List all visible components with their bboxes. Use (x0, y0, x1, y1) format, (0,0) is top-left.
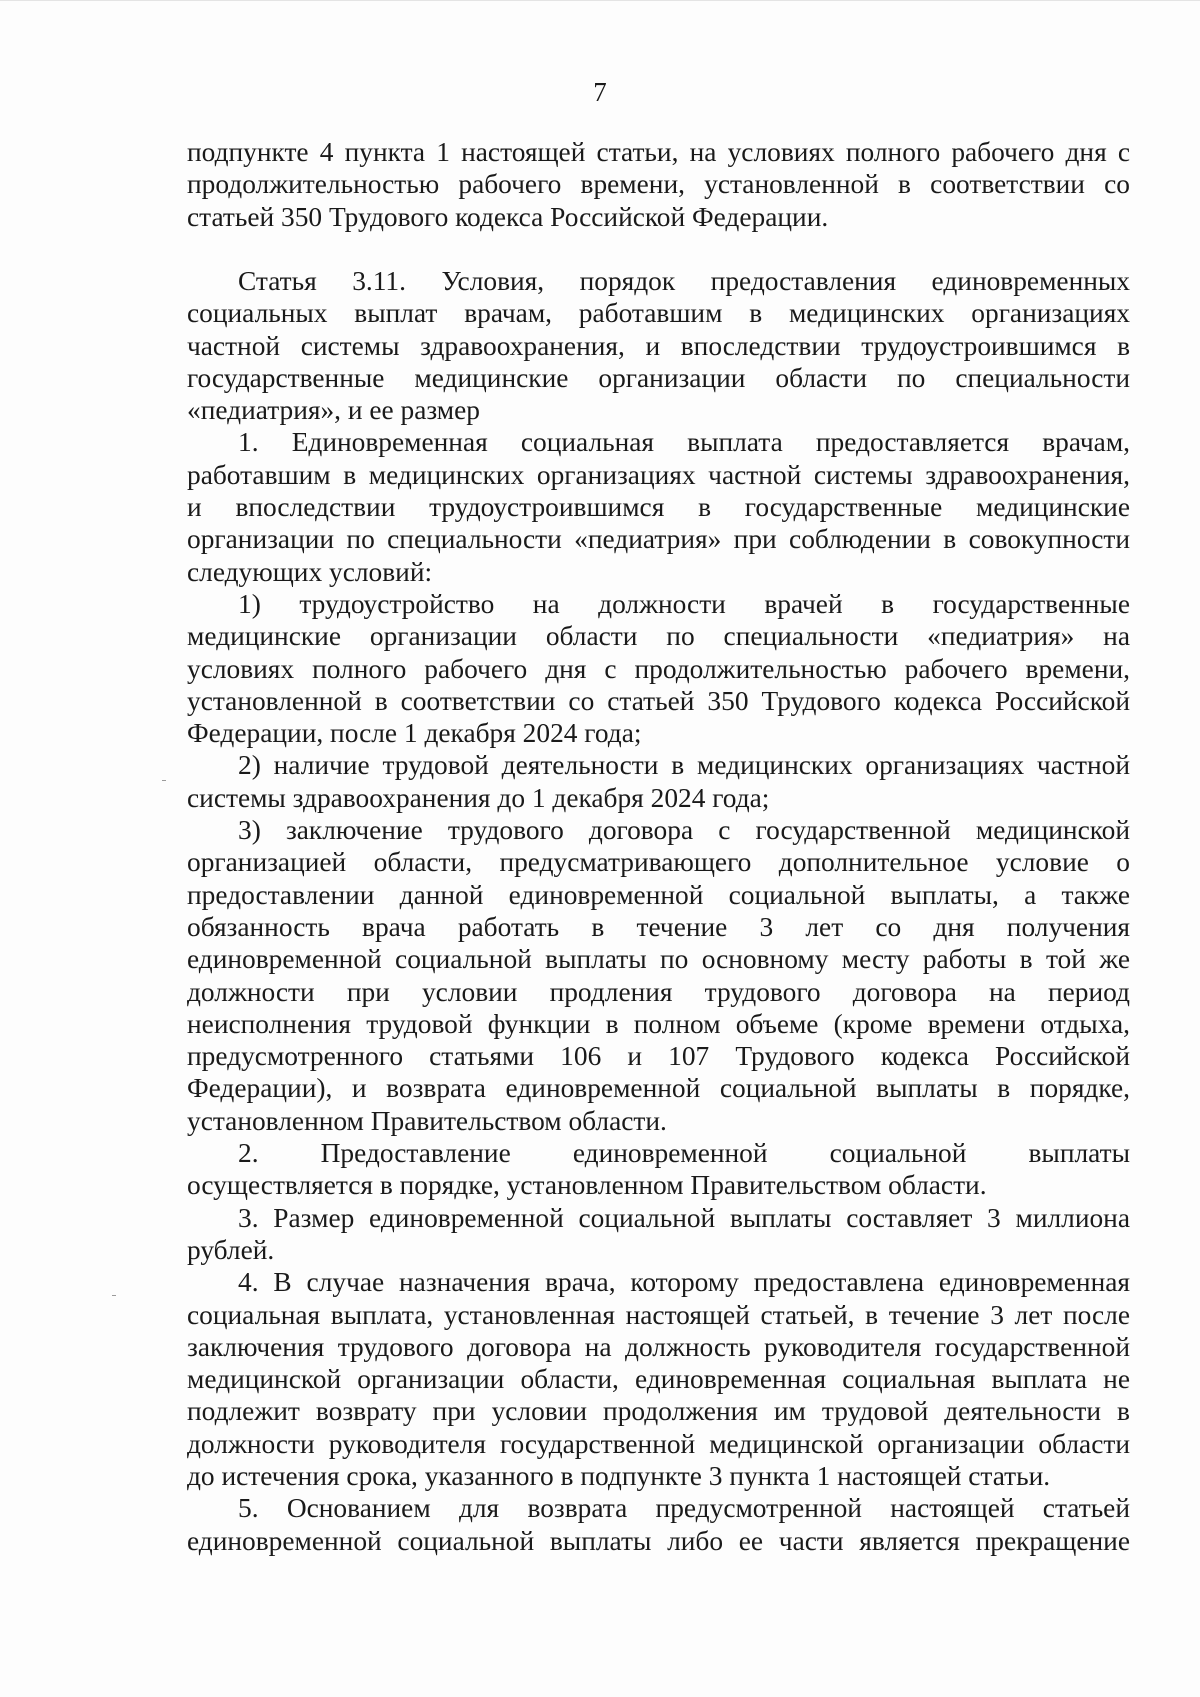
text-line: медицинские организации области по специальности «педиатрия» на (187, 621, 1130, 652)
text-line: Федерации), и возврата единовременной социальной выплаты в порядке, (187, 1073, 1130, 1104)
text-line: Федерации, после 1 декабря 2024 года; (187, 718, 642, 749)
text-line: 3) заключение трудового договора с государственной медицинской (238, 815, 1130, 846)
article-heading-line: частной системы здравоохранения, и впоследствии трудоустроившимся в (187, 330, 1130, 361)
text-line: неисполнения трудовой функции в полном объеме (кроме времени отдыха, (187, 1008, 1130, 1039)
text-line: системы здравоохранения до 1 декабря 2024 года; (187, 782, 770, 813)
text-line: обязанность врача работать в течение 3 лет со дня получения (187, 911, 1130, 942)
text-line: до истечения срока, указанного в подпункте 3 пункта 1 настоящей статьи. (187, 1460, 1051, 1491)
text-line: организации по специальности «педиатрия» при соблюдении в совокупности (187, 524, 1130, 555)
text-line: работавшим в медицинских организациях частной системы здравоохранения, (187, 459, 1130, 490)
text-line: рублей. (187, 1234, 275, 1265)
page-number: 7 (593, 77, 607, 107)
text-line: 2) наличие трудовой деятельности в медицинских организациях частной (238, 750, 1130, 781)
text-line: установленном Правительством области. (187, 1105, 667, 1136)
text-line: подлежит возврату при условии продолжения им трудовой деятельности в (187, 1396, 1130, 1427)
text-line: 4. В случае назначения врача, которому предоставлена единовременная (238, 1267, 1130, 1298)
text-line: осуществляется в порядке, установленном Правительством области. (187, 1170, 987, 1201)
text-line: медицинской организации области, единовременная социальная выплата не (187, 1364, 1130, 1395)
text-line: и впоследствии трудоустроившимся в государственные медицинские (187, 492, 1130, 523)
text-line: 3. Размер единовременной социальной выплаты составляет 3 миллиона (238, 1202, 1130, 1233)
text-line: установленной в соответствии со статьей 350 Трудового кодекса Российской (187, 685, 1130, 716)
text-line: социальная выплата, установленная настоящей статьей, в течение 3 лет после (187, 1299, 1130, 1330)
scan-mark (112, 1295, 116, 1296)
article-heading-line: «педиатрия», и ее размер (187, 395, 480, 426)
text-line: 1. Единовременная социальная выплата предоставляется врачам, (238, 427, 1130, 458)
text-line: заключения трудового договора на должность руководителя государственной (187, 1331, 1130, 1362)
article-heading-line: государственные медицинские организации области по специальности (187, 362, 1130, 393)
text-line: должности при условии продления трудового договора на период (187, 976, 1130, 1007)
text-line: 5. Основанием для возврата предусмотренной настоящей статьей (238, 1493, 1130, 1524)
text-line: организацией области, предусматривающего дополнительное условие о (187, 847, 1130, 878)
scan-mark (162, 780, 166, 781)
article-heading-line: Статья 3.11. Условия, порядок предоставления единовременных (238, 266, 1130, 296)
article-3-11 (187, 265, 1130, 1557)
text-line: предусмотренного статьями 106 и 107 Трудового кодекса Российской (187, 1041, 1130, 1072)
text-line: статьей 350 Трудового кодекса Российской Федерации. (187, 201, 829, 232)
article-heading-line: социальных выплат врачам, работавшим в медицинских организациях (187, 298, 1130, 329)
text-line: подпункте 4 пункта 1 настоящей статьи, на условиях полного рабочего дня с (187, 137, 1130, 167)
text-line: предоставлении данной единовременной социальной выплаты, а также (187, 879, 1130, 910)
text-line: 1) трудоустройство на должности врачей в государственные (238, 588, 1130, 619)
text-line: единовременной социальной выплаты либо ее части является прекращение (187, 1525, 1130, 1556)
text-line: должности руководителя государственной медицинской организации области (187, 1428, 1130, 1459)
text-line: условиях полного рабочего дня с продолжительностью рабочего времени, (187, 653, 1130, 684)
text-line: продолжительностью рабочего времени, установленной в соответствии со (187, 169, 1130, 200)
continuation-paragraph (187, 136, 1130, 233)
text-line: 2. Предоставление единовременной социальной выплаты (238, 1138, 1130, 1169)
text-line: следующих условий: (187, 556, 433, 587)
text-line: единовременной социальной выплаты по основному месту работы в той же (187, 944, 1130, 975)
